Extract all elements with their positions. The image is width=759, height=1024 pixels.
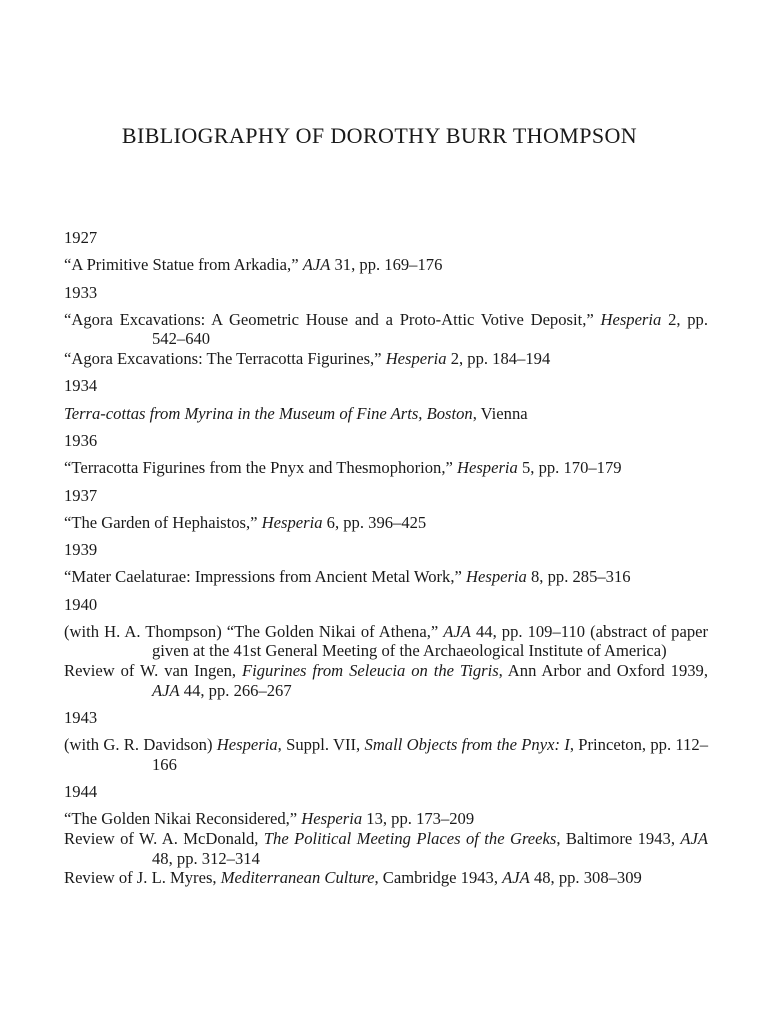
entry-text: 48, pp. 308–309 bbox=[529, 868, 642, 888]
entry-text: , Ann Arbor and Oxford 1939, bbox=[498, 661, 708, 681]
bibliography-entry bbox=[64, 404, 708, 424]
entry-text: 2, pp. 542–640 bbox=[152, 309, 708, 349]
italic-text: Hesperia bbox=[261, 512, 323, 532]
year-heading: 1939 bbox=[64, 540, 98, 560]
bibliography-entry bbox=[64, 310, 708, 349]
italic-text: AJA bbox=[680, 828, 708, 848]
italic-text: Small Objects from the Pnyx: I bbox=[364, 735, 570, 755]
entry-text: 6, pp. 396–425 bbox=[322, 512, 427, 532]
year-heading: 1936 bbox=[64, 430, 98, 450]
entry-text: 5, pp. 170–179 bbox=[517, 458, 622, 478]
entry-text: 44, pp. 266–267 bbox=[179, 680, 292, 700]
bibliography-entry bbox=[64, 661, 708, 700]
entry-text: Review of J. L. Myres, bbox=[64, 868, 221, 888]
entry-text: “Mater Caelaturae: Impressions from Ancient Metal Work,” bbox=[64, 567, 467, 587]
entry-text: , Princeton, pp. 112–166 bbox=[152, 735, 708, 774]
entry-text: 31, pp. 169–176 bbox=[330, 255, 443, 275]
bibliography-entry bbox=[64, 513, 708, 533]
italic-text: Hesperia bbox=[301, 809, 363, 829]
italic-text: Mediterranean Culture bbox=[220, 868, 375, 888]
bibliography-entry bbox=[64, 458, 708, 478]
bibliography-entry bbox=[64, 829, 708, 868]
bibliography-entry bbox=[64, 735, 708, 774]
bibliography-entry bbox=[64, 809, 708, 829]
year-heading: 1937 bbox=[64, 485, 98, 505]
entry-text: , Vienna bbox=[472, 403, 528, 423]
entry-text: Review of W. van Ingen, bbox=[64, 661, 242, 681]
italic-text: AJA bbox=[502, 868, 530, 888]
entry-text: 8, pp. 285–316 bbox=[526, 567, 631, 587]
italic-text: Hesperia bbox=[385, 348, 447, 368]
bibliography-entry bbox=[64, 622, 708, 661]
entry-text: , Cambridge 1943, bbox=[374, 868, 503, 888]
italic-text: AJA bbox=[152, 680, 180, 700]
page-title: BIBLIOGRAPHY OF DOROTHY BURR THOMPSON bbox=[121, 123, 638, 148]
year-heading: 1943 bbox=[64, 708, 98, 728]
bibliography-entry bbox=[64, 349, 708, 369]
entry-text: “The Golden Nikai Reconsidered,” bbox=[64, 809, 302, 829]
entry-text: “Agora Excavations: A Geometric House and a Proto-Attic Votive Deposit,” bbox=[64, 309, 601, 329]
entry-text: “The Garden of Hephaistos,” bbox=[64, 512, 262, 532]
bibliography-entry bbox=[64, 255, 708, 275]
year-heading: 1934 bbox=[64, 376, 98, 396]
entry-text: “A Primitive Statue from Arkadia,” bbox=[64, 255, 303, 275]
italic-text: AJA bbox=[443, 621, 471, 641]
entry-text: 48, pp. 312–314 bbox=[152, 848, 260, 868]
entry-text: , Baltimore 1943, bbox=[556, 828, 681, 848]
italic-text: AJA bbox=[302, 255, 331, 275]
italic-text: Figurines from Seleucia on the Tigris bbox=[241, 661, 499, 681]
italic-text: Hesperia bbox=[466, 567, 527, 587]
entry-text: “Terracotta Figurines from the Pnyx and Thesmophorion,” bbox=[64, 458, 457, 478]
bibliography-list bbox=[64, 228, 708, 888]
entry-text: 2, pp. 184–194 bbox=[446, 348, 551, 368]
year-heading: 1927 bbox=[64, 228, 98, 247]
year-heading: 1944 bbox=[64, 782, 98, 802]
entry-text: (with H. A. Thompson) “The Golden Nikai of Athena,” bbox=[64, 621, 444, 641]
entry-text: 44, pp. 109–110 (abstract of paper given at the 41st General Meeting of the Archaeological Institute of America) bbox=[152, 621, 709, 661]
italic-text: Hesperia bbox=[216, 735, 278, 755]
italic-text: The Political Meeting Places of the Greeks bbox=[263, 828, 557, 848]
entry-text: (with G. R. Davidson) bbox=[64, 735, 217, 755]
entry-text: 13, pp. 173–209 bbox=[362, 809, 475, 829]
bibliography-entry bbox=[64, 567, 708, 587]
entry-text: Review of W. A. McDonald, bbox=[64, 828, 264, 848]
entry-text: , Suppl. VII, bbox=[277, 735, 365, 755]
year-heading: 1940 bbox=[64, 594, 98, 614]
entry-text: “Agora Excavations: The Terracotta Figurines,” bbox=[64, 348, 386, 368]
italic-text: Hesperia bbox=[600, 309, 662, 329]
year-heading: 1933 bbox=[64, 282, 98, 302]
bibliography-entry bbox=[64, 868, 708, 888]
italic-text: Terra-cottas from Myrina in the Museum of Fine Arts, Boston bbox=[64, 403, 473, 423]
italic-text: Hesperia bbox=[457, 458, 518, 478]
